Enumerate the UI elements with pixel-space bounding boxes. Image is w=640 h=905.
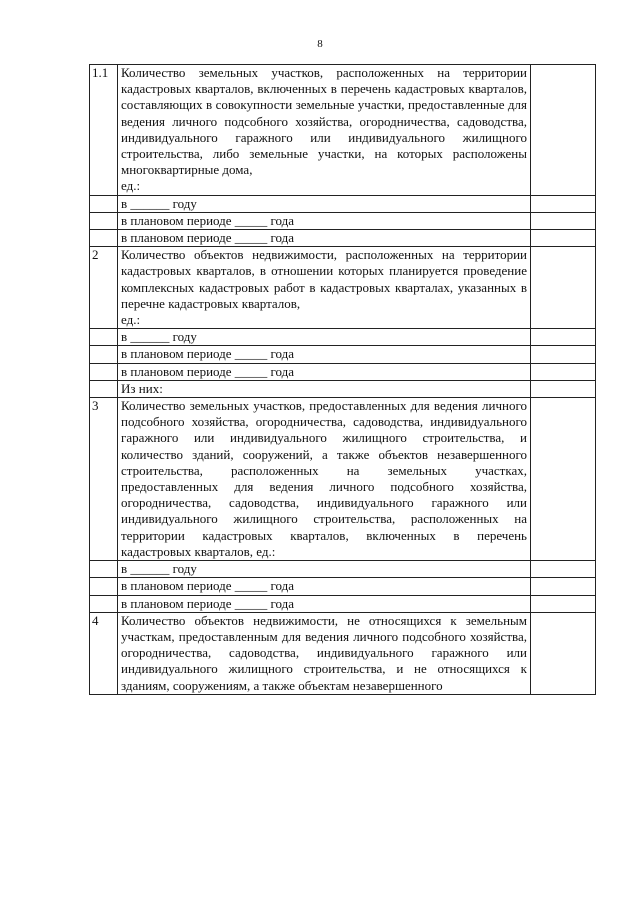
value-cell xyxy=(531,578,596,595)
table-row xyxy=(90,329,596,346)
table-row xyxy=(90,578,596,595)
subrow-label: в ______ году xyxy=(118,561,531,578)
subrow-label: в плановом периоде _____ года xyxy=(118,230,531,247)
value-cell xyxy=(531,195,596,212)
subrow-label: в плановом периоде _____ года xyxy=(118,595,531,612)
table-row xyxy=(90,380,596,397)
table-row xyxy=(90,398,596,561)
value-cell xyxy=(531,247,596,329)
value-cell xyxy=(531,230,596,247)
row-number: 1.1 xyxy=(90,65,118,196)
row-number: 3 xyxy=(90,398,118,561)
table-row xyxy=(90,195,596,212)
indicators-table xyxy=(89,64,596,695)
table-row xyxy=(90,561,596,578)
subrow-label: в ______ году xyxy=(118,195,531,212)
subrow-label: в плановом периоде _____ года xyxy=(118,346,531,363)
subrow-label: в ______ году xyxy=(118,329,531,346)
subrow-label: в плановом периоде _____ года xyxy=(118,578,531,595)
row-description: Количество объектов недвижимости, не относящихся к земельным участкам, предоставленным для ведения личного подсобного хозяйства, огородничества, садоводства, индивидуального гаражного или индивидуального жилищного строительства, и не относящихся к зданиям, сооружениям, а также объектам незавершенного xyxy=(118,612,531,694)
table-row xyxy=(90,595,596,612)
table-row xyxy=(90,212,596,229)
table-row xyxy=(90,363,596,380)
row-description: Количество земельных участков, расположенных на территории кадастровых кварталов, включенных в перечень кадастровых кварталов, составляющих в совокупности земельные участки, предоставленные для ведения личного подсобного хозяйства, огородничества, садоводства, индивидуального гаражного или индивидуального жилищного строительства, либо земельные участки, на которых расположены многоквартирные дома, xyxy=(121,65,527,178)
value-cell xyxy=(531,329,596,346)
value-cell xyxy=(531,65,596,196)
table-row xyxy=(90,247,596,329)
table-row xyxy=(90,65,596,196)
page-number: 8 xyxy=(317,38,323,50)
row-description: Количество земельных участков, предоставленных для ведения личного подсобного хозяйства, огородничества, садоводства, индивидуального гаражного или индивидуального жилищного строительства, и количество зданий, сооружений, а также объектов незавершенного строительства, расположенных на земельных участках, предоставленных для ведения личного подсобного хозяйства, огородничества, садоводства, индивидуального гаражного или индивидуального жилищного строительства, расположенных на территории кадастровых кварталов, включенных в перечень кадастровых кварталов, ед.: xyxy=(118,398,531,561)
value-cell xyxy=(531,212,596,229)
subrow-label: в плановом периоде _____ года xyxy=(118,212,531,229)
value-cell xyxy=(531,561,596,578)
row-number: 2 xyxy=(90,247,118,329)
value-cell xyxy=(531,595,596,612)
row-text xyxy=(118,65,531,196)
value-cell xyxy=(531,398,596,561)
value-cell xyxy=(531,612,596,694)
subrow-label: Из них: xyxy=(118,380,531,397)
subrow-label: в плановом периоде _____ года xyxy=(118,363,531,380)
unit-label: ед.: xyxy=(121,178,141,194)
value-cell xyxy=(531,363,596,380)
value-cell xyxy=(531,380,596,397)
table-row xyxy=(90,346,596,363)
value-cell xyxy=(531,346,596,363)
row-text xyxy=(118,247,531,329)
row-number: 4 xyxy=(90,612,118,694)
table-row xyxy=(90,230,596,247)
unit-label: ед.: xyxy=(121,312,141,328)
table-row xyxy=(90,612,596,694)
row-description: Количество объектов недвижимости, расположенных на территории кадастровых кварталов, в отношении которых планируется проведение комплексных кадастровых работ в кадастровых кварталах, указанных в перечне кадастровых кварталов, xyxy=(121,247,527,311)
